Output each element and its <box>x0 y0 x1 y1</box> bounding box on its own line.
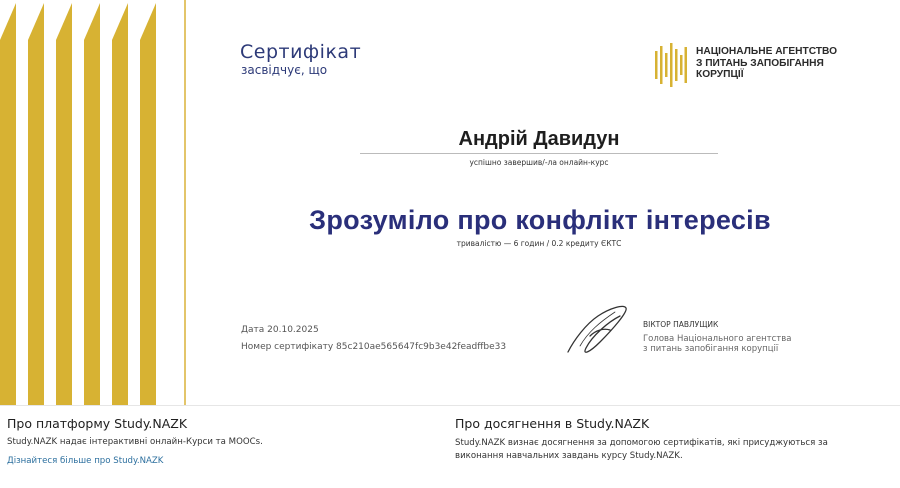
gold-divider <box>184 0 186 405</box>
signer-name: ВІКТОР ПАВЛУЩИК <box>643 320 719 329</box>
learn-more-link[interactable]: Дізнайтеся більше про Study.NAZK <box>7 456 164 466</box>
certificate-title: Сертифікат <box>240 41 362 63</box>
achievements-text: Study.NAZK визнає досягнення за допомогою сертифікатів, які присуджуються за виконання навчальних завдань курсу Study.NAZK. <box>455 438 828 461</box>
completed-text: успішно завершив/-ла онлайн-курс <box>469 158 609 167</box>
footer-separator <box>0 405 900 406</box>
signature-image <box>560 302 635 358</box>
course-name: Зрозуміло про конфлікт інтересів <box>309 205 771 235</box>
about-platform-text: Study.NAZK надає інтерактивні онлайн-Курси та MOOCs. <box>7 437 263 447</box>
decorative-stripes <box>0 0 190 405</box>
nazk-bars-logo-icon <box>654 43 688 87</box>
recipient-name: Андрій Давидун <box>458 128 620 150</box>
about-platform-title: Про платформу Study.NAZK <box>7 416 188 431</box>
issue-date: Дата 20.10.2025 <box>241 325 319 335</box>
course-duration: тривалістю — 6 годин / 0.2 кредиту ЄКТС <box>456 239 622 248</box>
signer-role: Голова Національного агентства з питань запобігання корупції <box>643 334 792 354</box>
certificate-subtitle: засвідчує, що <box>241 63 328 77</box>
certificate-number: Номер сертифікату 85c210ae565647fc9b3e42feadffbe33 <box>241 342 507 352</box>
achievements-title: Про досягнення в Study.NAZK <box>455 416 650 431</box>
nazk-logo <box>654 43 844 89</box>
recipient-underline <box>360 153 718 154</box>
logo-text: НАЦІОНАЛЬНЕ АГЕНТСТВО З ПИТАНЬ ЗАПОБІГАННЯ КОРУПЦІЇ <box>696 46 838 80</box>
